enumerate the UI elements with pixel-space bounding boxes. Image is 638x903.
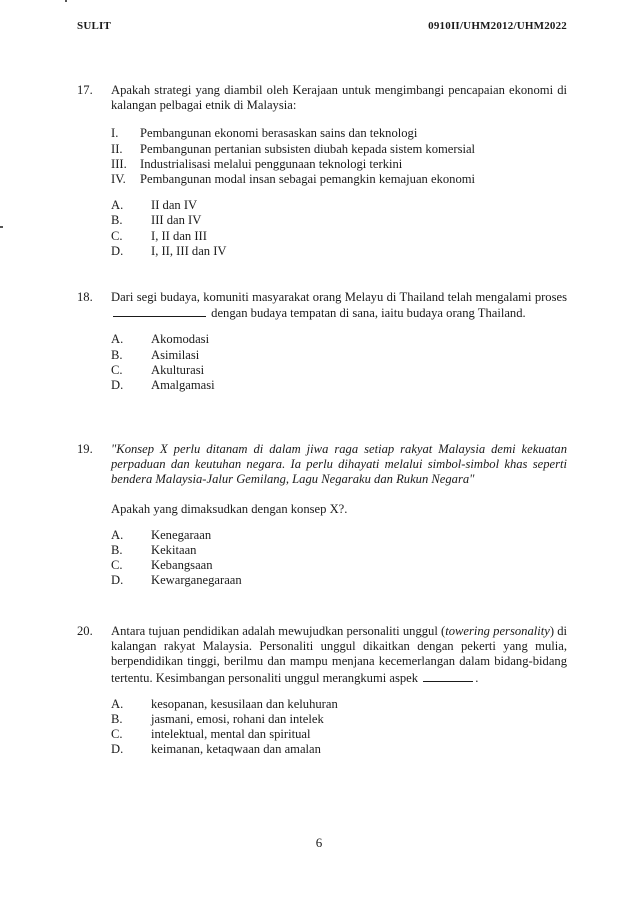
statement-item: III. Industrialisasi melalui penggunaan teknologi terkini [111, 156, 403, 171]
question-number: 19. [77, 442, 93, 456]
answer-blank [113, 305, 206, 317]
option-a[interactable]: A. kesopanan, kesusilaan dan keluhuran [111, 696, 338, 711]
option-c[interactable]: C. I, II dan III [111, 228, 207, 243]
header-course-code: 0910II/UHM2012/UHM2022 [428, 20, 567, 32]
option-b[interactable]: B. III dan IV [111, 213, 202, 228]
option-d[interactable]: D. Kewarganegaraan [111, 573, 242, 588]
question-text: Antara tujuan pendidikan adalah mewujudkan personaliti unggul (towering personality) di kalangan rakyat Malaysia. Personaliti unggul dikaitkan dengan pekerti yang mulia, berpendidikan tinggi, berilmu dan mampu menjana kecemerlangan dalam bidang-bidang tertentu. Kesimbangan personaliti unggul merangkumi aspek . [111, 624, 567, 685]
option-a[interactable]: A. II dan IV [111, 198, 198, 213]
option-c[interactable]: C. Kebangsaan [111, 558, 213, 573]
option-d[interactable]: D. I, II, III dan IV [111, 243, 227, 258]
question-18 [77, 290, 567, 393]
option-list [111, 528, 567, 589]
statement-item: II. Pembangunan pertanian subsisten diubah kepada sistem komersial [111, 141, 476, 156]
option-list [111, 697, 567, 758]
option-c[interactable]: C. intelektual, mental dan spiritual [111, 727, 311, 742]
option-d[interactable]: D. keimanan, ketaqwaan dan amalan [111, 742, 321, 757]
question-quote: "Konsep X perlu ditanam di dalam jiwa raga setiap rakyat Malaysia demi kekuatan perpaduan dan keutuhan negara. Ia perlu dihayati melalui simbol-simbol khas seperti bendera Malaysia-Jalur Gemilang, Lagu Negaraku dan Rukun Negara" [111, 442, 567, 487]
option-list [111, 332, 567, 393]
header-classification: SULIT [77, 20, 112, 32]
question-text: Apakah strategi yang diambil oleh Kerajaan untuk mengimbangi pencapaian ekonomi di kalangan pelbagai etnik di Malaysia: [111, 83, 567, 113]
scan-mark [65, 0, 67, 2]
question-19 [77, 442, 567, 589]
option-b[interactable]: B. jasmani, emosi, rohani dan intelek [111, 712, 324, 727]
italic-term: towering personality [445, 624, 550, 638]
statement-list [111, 126, 567, 187]
option-c[interactable]: C. Akulturasi [111, 362, 205, 377]
option-a[interactable]: A. Akomodasi [111, 332, 210, 347]
question-number: 20. [77, 624, 93, 638]
question-number: 18. [77, 290, 93, 304]
statement-item: IV. Pembangunan modal insan sebagai pemangkin kemajuan ekonomi [111, 172, 476, 187]
option-d[interactable]: D. Amalgamasi [111, 378, 215, 393]
question-20 [77, 624, 567, 758]
answer-blank [423, 670, 473, 682]
option-list [111, 198, 567, 259]
question-17 [77, 83, 567, 259]
question-text: Dari segi budaya, komuniti masyarakat orang Melayu di Thailand telah mengalami proses dengan budaya tempatan di sana, iaitu budaya orang Thailand. [111, 290, 567, 321]
option-b[interactable]: B. Asimilasi [111, 347, 200, 362]
statement-item: I. Pembangunan ekonomi berasaskan sains dan teknologi [111, 126, 418, 141]
scan-mark [0, 226, 3, 228]
option-b[interactable]: B. Kekitaan [111, 543, 197, 558]
page-number: 6 [315, 835, 323, 850]
option-a[interactable]: A. Kenegaraan [111, 527, 212, 542]
question-prompt: Apakah yang dimaksudkan dengan konsep X?. [111, 501, 348, 516]
question-number: 17. [77, 83, 93, 97]
